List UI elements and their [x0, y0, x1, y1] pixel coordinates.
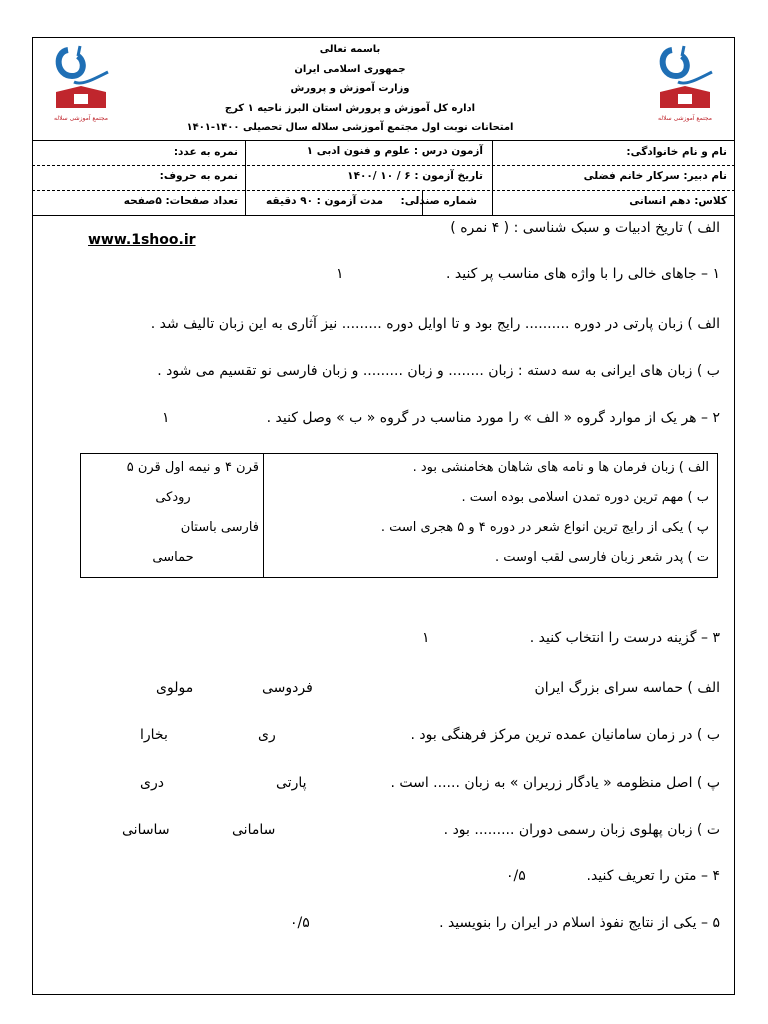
header-exam-title: امتحانات نوبت اول مجتمع آموزشی سلاله سال تحصیلی ۱۴۰۰-۱۴۰۱ — [186, 122, 514, 133]
q3-option: ساسانی — [122, 822, 170, 838]
logo-caption: مجتمع آموزشی سلاله — [658, 115, 712, 122]
logo-emblem-icon — [50, 42, 112, 112]
match-item-left — [87, 550, 259, 565]
q3-option: پارتی — [276, 775, 307, 791]
question-2-score: ۱ — [162, 410, 170, 426]
question-5: ۵ – یکی از نتایج نفوذ اسلام در ایران را بنویسید . — [439, 915, 720, 931]
header-office: اداره کل آموزش و پرورش استان البرز ناحیه ۱ کرج — [224, 103, 476, 114]
match-item-left: قرن ۴ و نیمه اول قرن ۵ — [126, 460, 259, 475]
q3-item-d: ت ) زبان پهلوی زبان رسمی دوران ......... بود . — [443, 822, 720, 838]
q3-option: فردوسی — [262, 680, 313, 696]
class-label: کلاس: دهم انسانی — [629, 195, 727, 207]
question-5-score: ۰/۵ — [290, 915, 310, 931]
school-logo-left — [50, 42, 112, 122]
exam-info-table — [32, 140, 735, 216]
q3-option: سامانی — [232, 822, 276, 838]
match-item-right: الف ) زبان فرمان ها و نامه های شاهان هخامنشی بود . — [412, 460, 709, 475]
score-letters-label: نمره به حروف: — [159, 170, 238, 182]
match-item-right: ت ) پدر شعر زبان فارسی لقب اوست . — [495, 550, 709, 565]
exam-duration: مدت آزمون : ۹۰ دقیقه — [266, 195, 383, 207]
section-title: الف ) تاریخ ادبیات و سبک شناسی : ( ۴ نمره ) — [450, 220, 720, 236]
q3-option: مولوی — [156, 680, 194, 696]
question-2: ۲ – هر یک از موارد گروه « الف » را مورد مناسب در گروه « ب » وصل کنید . — [266, 410, 720, 426]
seat-number-label: شماره صندلی: — [400, 195, 477, 207]
match-item-right: ب ) مهم ترین دوره تمدن اسلامی بوده است . — [461, 490, 709, 505]
page-count: تعداد صفحات: ۵صفحه — [123, 195, 238, 207]
website-link[interactable]: www.1shoo.ir — [88, 232, 196, 248]
match-item-left-text: رودکی — [155, 490, 191, 505]
match-item-left-text: حماسی — [152, 550, 194, 565]
q3-item-a: الف ) حماسه سرای بزرگ ایران — [534, 680, 720, 696]
match-item-right: پ ) یکی از رایج ترین انواع شعر در دوره ۴ و ۵ هجری است . — [380, 520, 709, 535]
question-3: ۳ – گزینه درست را انتخاب کنید . — [529, 630, 720, 646]
match-item-left — [87, 490, 259, 505]
student-name-label: نام و نام خانوادگی: — [626, 146, 727, 158]
score-number-label: نمره به عدد: — [173, 146, 238, 158]
q3-item-c: پ ) اصل منظومه « یادگار زریران » به زبان ...... است . — [390, 775, 720, 791]
question-4: ۴ – متن را تعریف کنید. — [586, 868, 720, 884]
q3-option: دری — [140, 775, 164, 791]
q3-item-b: ب ) در زمان سامانیان عمده ترین مرکز فرهنگی بود . — [410, 727, 720, 743]
question-3-score: ۱ — [422, 630, 430, 646]
header-basmala: باسمه تعالی — [319, 44, 381, 55]
teacher-name: نام دبیر: سرکار خانم فضلی — [583, 170, 727, 182]
school-logo-right — [654, 42, 716, 122]
course-name: آزمون درس : علوم و فنون ادبی ۱ — [306, 145, 483, 157]
question-1-b: ب ) زبان های ایرانی به سه دسته : زبان ........ و زبان ......... و زبان فارسی نو تقسیم می شود . — [157, 363, 720, 379]
matching-table — [80, 453, 718, 578]
question-4-score: ۰/۵ — [506, 868, 526, 884]
q3-option: بخارا — [140, 727, 168, 743]
header-country: جمهوری اسلامی ایران — [294, 64, 406, 75]
question-1: ۱ – جاهای خالی را با واژه های مناسب پر کنید . — [445, 266, 720, 282]
q3-option: ری — [258, 727, 276, 743]
header-ministry: وزارت آموزش و پرورش — [290, 83, 410, 94]
logo-emblem-icon — [654, 42, 716, 112]
exam-date: تاریخ آزمون : ۶ / ۱۰ /۱۴۰۰ — [347, 170, 483, 182]
question-1-a: الف ) زبان پارتی در دوره .......... رایج بود و تا اوایل دوره ......... نیز آثاری به این زبان تالیف شد . — [150, 316, 720, 332]
match-item-left: فارسی باستان — [180, 520, 259, 535]
logo-caption: مجتمع آموزشی سلاله — [54, 115, 108, 122]
question-1-score: ۱ — [336, 266, 344, 282]
